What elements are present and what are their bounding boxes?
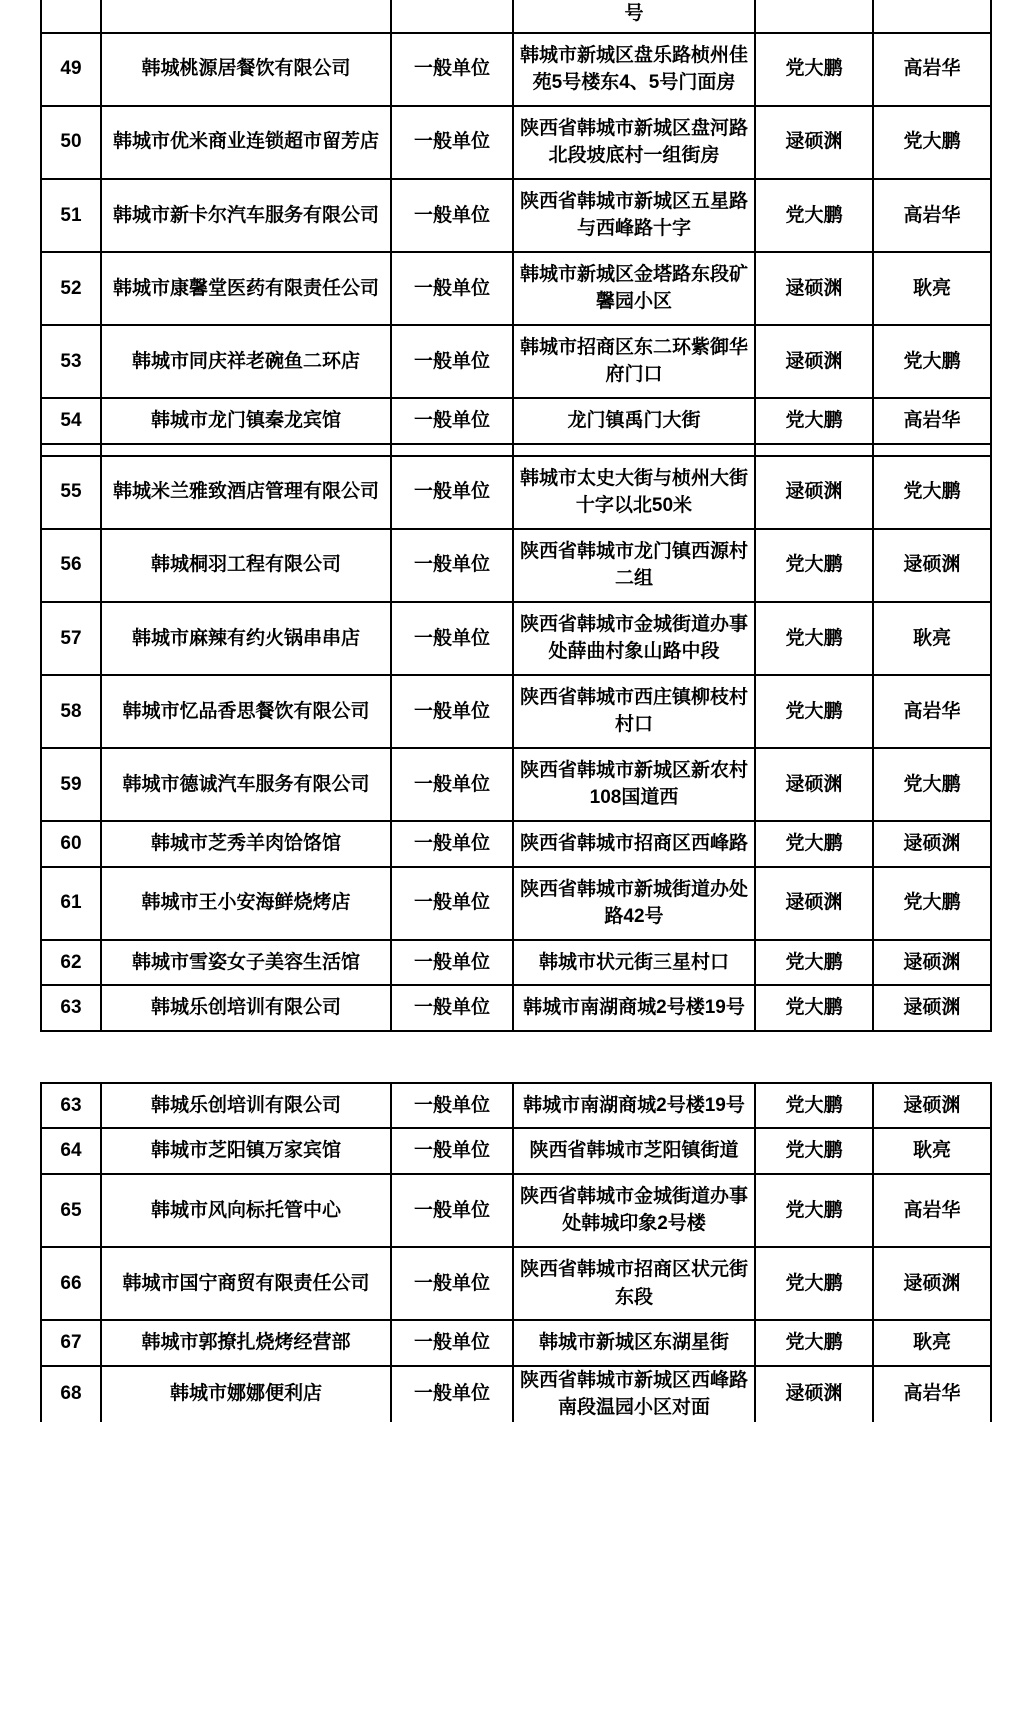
cell-name: 韩城市王小安海鲜烧烤店 (101, 867, 391, 940)
cell-index: 49 (41, 33, 101, 106)
spacer-cell (41, 444, 101, 456)
cell-inspector-one: 党大鹏 (755, 1320, 873, 1366)
table-row (41, 1366, 991, 1422)
cell-type: 一般单位 (391, 1247, 513, 1320)
cell-index: 55 (41, 456, 101, 529)
cell-address: 陕西省韩城市新城区西峰路南段温园小区对面 (513, 1366, 755, 1422)
cell-inspector-two: 逯硕渊 (873, 940, 991, 986)
cell-type: 一般单位 (391, 867, 513, 940)
cell-address: 陕西省韩城市新城区五星路与西峰路十字 (513, 179, 755, 252)
cell-inspector-one: 党大鹏 (755, 602, 873, 675)
cell-inspector-two: 高岩华 (873, 398, 991, 444)
cell-inspector-two: 高岩华 (873, 33, 991, 106)
table-row (41, 456, 991, 529)
cell-inspector-two: 耿亮 (873, 1320, 991, 1366)
spacer-cell (873, 444, 991, 456)
cell-name: 韩城市德诚汽车服务有限公司 (101, 748, 391, 821)
cell-inspector-one: 逯硕渊 (755, 252, 873, 325)
table-block-one-wrapper (40, 0, 992, 1032)
cell-address: 陕西省韩城市新城街道办处路42号 (513, 867, 755, 940)
table-row (41, 748, 991, 821)
cell-inspector-two: 高岩华 (873, 179, 991, 252)
table-row (41, 1320, 991, 1366)
cell-inspector-one: 逯硕渊 (755, 1366, 873, 1422)
cell-inspector-one: 逯硕渊 (755, 456, 873, 529)
cell-name: 韩城桃源居餐饮有限公司 (101, 33, 391, 106)
cell-inspector-one: 党大鹏 (755, 1083, 873, 1129)
cell-type: 一般单位 (391, 1128, 513, 1174)
cell-inspector-two: 逯硕渊 (873, 985, 991, 1031)
cell-address: 韩城市状元街三星村口 (513, 940, 755, 986)
cell-inspector-one: 逯硕渊 (755, 106, 873, 179)
cell-name: 韩城市忆品香思餐饮有限公司 (101, 675, 391, 748)
cell-index: 63 (41, 985, 101, 1031)
page-break-gap (0, 1032, 1032, 1082)
cell-inspector-two: 党大鹏 (873, 748, 991, 821)
cell-inspector-two: 耿亮 (873, 602, 991, 675)
cell-type: 一般单位 (391, 529, 513, 602)
cell-type: 一般单位 (391, 106, 513, 179)
cell-address: 韩城市招商区东二环紫御华府门口 (513, 325, 755, 398)
cell-address: 韩城市太史大街与桢州大街十字以北50米 (513, 456, 755, 529)
cell-inspector-one: 党大鹏 (755, 1174, 873, 1247)
cell-address: 韩城市新城区盘乐路桢州佳苑5号楼东4、5号门面房 (513, 33, 755, 106)
cell-address: 陕西省韩城市金城街道办事处韩城印象2号楼 (513, 1174, 755, 1247)
cell-index: 62 (41, 940, 101, 986)
cell-index: 66 (41, 1247, 101, 1320)
cell-name: 韩城市芝秀羊肉饸饹馆 (101, 821, 391, 867)
table-row-partial (41, 0, 991, 33)
cell-name: 韩城市娜娜便利店 (101, 1366, 391, 1422)
cell-inspector-two: 党大鹏 (873, 106, 991, 179)
cell-index (41, 0, 101, 33)
cell-inspector-two: 高岩华 (873, 1174, 991, 1247)
cell-type: 一般单位 (391, 398, 513, 444)
table-row (41, 179, 991, 252)
cell-index: 54 (41, 398, 101, 444)
cell-name: 韩城乐创培训有限公司 (101, 985, 391, 1031)
cell-type: 一般单位 (391, 325, 513, 398)
cell-name: 韩城市新卡尔汽车服务有限公司 (101, 179, 391, 252)
cell-inspector-two (873, 0, 991, 33)
cell-name: 韩城市龙门镇秦龙宾馆 (101, 398, 391, 444)
cell-inspector-one: 逯硕渊 (755, 748, 873, 821)
cell-index: 53 (41, 325, 101, 398)
cell-name: 韩城市优米商业连锁超市留芳店 (101, 106, 391, 179)
table-row (41, 940, 991, 986)
cell-name: 韩城米兰雅致酒店管理有限公司 (101, 456, 391, 529)
cell-type: 一般单位 (391, 1366, 513, 1422)
cell-inspector-one: 党大鹏 (755, 985, 873, 1031)
cell-index: 64 (41, 1128, 101, 1174)
cell-address: 陕西省韩城市龙门镇西源村二组 (513, 529, 755, 602)
cell-inspector-two: 逯硕渊 (873, 1083, 991, 1129)
cell-inspector-one: 党大鹏 (755, 1128, 873, 1174)
cell-index: 57 (41, 602, 101, 675)
cell-type: 一般单位 (391, 33, 513, 106)
cell-inspector-two: 逯硕渊 (873, 821, 991, 867)
cell-inspector-two: 高岩华 (873, 1366, 991, 1422)
cell-index: 61 (41, 867, 101, 940)
cell-address: 号 (513, 0, 755, 33)
table-row (41, 821, 991, 867)
cell-index: 65 (41, 1174, 101, 1247)
cell-name: 韩城市康馨堂医药有限责任公司 (101, 252, 391, 325)
cell-type: 一般单位 (391, 1083, 513, 1129)
table-row (41, 985, 991, 1031)
cell-inspector-two: 耿亮 (873, 252, 991, 325)
table-row (41, 325, 991, 398)
cell-address: 韩城市新城区金塔路东段矿馨园小区 (513, 252, 755, 325)
cell-inspector-two: 党大鹏 (873, 867, 991, 940)
cell-inspector-two: 高岩华 (873, 675, 991, 748)
cell-type: 一般单位 (391, 456, 513, 529)
cell-type: 一般单位 (391, 1320, 513, 1366)
table-row (41, 867, 991, 940)
cell-type: 一般单位 (391, 675, 513, 748)
cell-inspector-two: 逯硕渊 (873, 529, 991, 602)
inspection-table-part-one (40, 0, 992, 1032)
cell-inspector-one: 党大鹏 (755, 940, 873, 986)
cell-name: 韩城市国宁商贸有限责任公司 (101, 1247, 391, 1320)
cell-index: 59 (41, 748, 101, 821)
cell-inspector-one: 党大鹏 (755, 821, 873, 867)
cell-type: 一般单位 (391, 602, 513, 675)
table-row (41, 1128, 991, 1174)
spacer-cell (391, 444, 513, 456)
cell-type: 一般单位 (391, 985, 513, 1031)
spacer-cell (101, 444, 391, 456)
cell-index: 52 (41, 252, 101, 325)
cell-address: 陕西省韩城市西庄镇柳枝村村口 (513, 675, 755, 748)
cell-address: 陕西省韩城市新城区盘河路北段坡底村一组街房 (513, 106, 755, 179)
cell-inspector-one: 党大鹏 (755, 1247, 873, 1320)
table-row (41, 529, 991, 602)
cell-address: 韩城市南湖商城2号楼19号 (513, 985, 755, 1031)
table-row (41, 1083, 991, 1129)
table-row (41, 398, 991, 444)
cell-type: 一般单位 (391, 179, 513, 252)
cell-index: 68 (41, 1366, 101, 1422)
cell-name: 韩城市风向标托管中心 (101, 1174, 391, 1247)
cell-type (391, 0, 513, 33)
cell-type: 一般单位 (391, 821, 513, 867)
inspection-table-part-two (40, 1082, 992, 1422)
cell-address: 陕西省韩城市芝阳镇街道 (513, 1128, 755, 1174)
cell-address: 陕西省韩城市新城区新农村108国道西 (513, 748, 755, 821)
cell-inspector-one: 党大鹏 (755, 529, 873, 602)
cell-inspector-one: 逯硕渊 (755, 325, 873, 398)
cell-name: 韩城乐创培训有限公司 (101, 1083, 391, 1129)
cell-inspector-one: 党大鹏 (755, 398, 873, 444)
table-row (41, 252, 991, 325)
cell-address: 韩城市南湖商城2号楼19号 (513, 1083, 755, 1129)
cell-index: 58 (41, 675, 101, 748)
cell-type: 一般单位 (391, 1174, 513, 1247)
cell-inspector-one (755, 0, 873, 33)
table-block-two-wrapper (40, 1082, 992, 1422)
cell-name: 韩城市麻辣有约火锅串串店 (101, 602, 391, 675)
cell-address: 龙门镇禹门大街 (513, 398, 755, 444)
cell-index: 50 (41, 106, 101, 179)
cell-type: 一般单位 (391, 940, 513, 986)
cell-index: 60 (41, 821, 101, 867)
spacer-cell (513, 444, 755, 456)
cell-name: 韩城桐羽工程有限公司 (101, 529, 391, 602)
cell-address: 陕西省韩城市招商区西峰路 (513, 821, 755, 867)
cell-address: 陕西省韩城市招商区状元街东段 (513, 1247, 755, 1320)
table-row (41, 675, 991, 748)
cell-inspector-two: 耿亮 (873, 1128, 991, 1174)
cell-index: 51 (41, 179, 101, 252)
cell-inspector-two: 逯硕渊 (873, 1247, 991, 1320)
table-row (41, 106, 991, 179)
spacer-cell (755, 444, 873, 456)
cell-name: 韩城市郭撩扎烧烤经营部 (101, 1320, 391, 1366)
table-row (41, 602, 991, 675)
cell-type: 一般单位 (391, 748, 513, 821)
cell-inspector-two: 党大鹏 (873, 325, 991, 398)
cell-index: 67 (41, 1320, 101, 1366)
cell-index: 63 (41, 1083, 101, 1129)
table-row (41, 33, 991, 106)
cell-name: 韩城市芝阳镇万家宾馆 (101, 1128, 391, 1174)
cell-inspector-one: 党大鹏 (755, 675, 873, 748)
cell-address: 韩城市新城区东湖星街 (513, 1320, 755, 1366)
cell-inspector-one: 党大鹏 (755, 33, 873, 106)
cell-type: 一般单位 (391, 252, 513, 325)
table-row (41, 1247, 991, 1320)
cell-index: 56 (41, 529, 101, 602)
table-row (41, 1174, 991, 1247)
cell-inspector-one: 逯硕渊 (755, 867, 873, 940)
cell-name: 韩城市雪姿女子美容生活馆 (101, 940, 391, 986)
table-section-spacer (41, 444, 991, 456)
cell-inspector-two: 党大鹏 (873, 456, 991, 529)
cell-name (101, 0, 391, 33)
cell-inspector-one: 党大鹏 (755, 179, 873, 252)
cell-address: 陕西省韩城市金城街道办事处薛曲村象山路中段 (513, 602, 755, 675)
cell-name: 韩城市同庆祥老碗鱼二环店 (101, 325, 391, 398)
